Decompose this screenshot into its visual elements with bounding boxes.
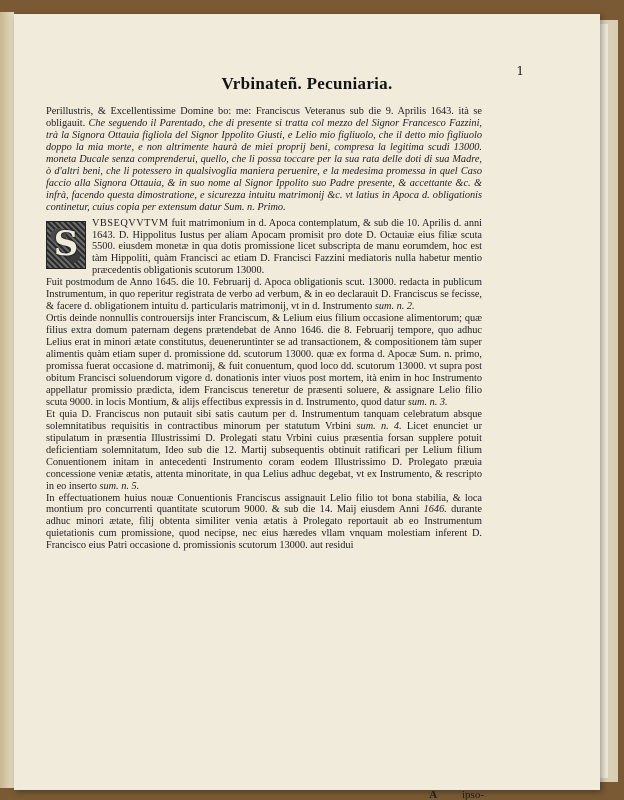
- paragraph-2: [46, 277, 482, 313]
- intro-lead: Perillustris, & Excellentissime Domine bo: me: Franciscus Veteranus sub die 9. Aprilis 1643. ità se obligauit.: [46, 106, 482, 129]
- paragraph-4: [46, 409, 482, 493]
- catchword-line: [429, 789, 484, 800]
- paragraph-5: [46, 493, 482, 553]
- paragraph-4-text-continued: Licet enunciet ur stipulatum in præsentia Illustrissimi D. Prolegati statu Vrbini cuius præsentia forsan supplere potuit deficientiam solemnitatum, Ideo sub die 12. Martij subsequentis obtinuit ratificari per Lelium filium Conuentionem initam in antecedenti Instrumento coram eodem Illustrissimo D. Prolegato præuia concessione veniæ ætatis, attenta minoritate, in qua Lelius adhuc degebat, vt ex Instrumento, & rescripto in eo inserto: [46, 420, 482, 492]
- paragraph-5-text-continued: durante adhuc minori ætate, filij obtenta similiter venia ætatis à Prolegato reportauit ab eo Instrumentum quietationis cum promissione, quod necipse, nec eius hæredes vllam vnquam molestiam inferent D. Francisco eius Patri occasione d. promissionis scutorum 13000. aut residui: [46, 504, 483, 552]
- paragraph-1-text: fuit matrimonium in d. Apoca contemplatum, & sub die 10. Aprilis d. anni 1643. D. Hippolitus Iustus per aliam Apocam promisit pro dote D. Octauiæ eius filiæ scuta 5500. eiusdem monetæ in qua dotis promissione licet subscripta de manu eorumdem, hoc est tàm Hippoliti, quàm Francisci ac etiam D. Francisci Fazzini mediatoris nulla habetur mentio præcedentis obligationis scutorum 13000.: [92, 217, 482, 277]
- paragraph-4-text: Et quia D. Franciscus non putauit sibi satis cautum per d. Instrumentum tanquam celebratum absque solemnitatibus requisitis in contractibus minorum per statutum Vrbini: [46, 408, 482, 432]
- paragraph-5-year: 1646.: [423, 504, 447, 516]
- previous-page-edge: [0, 12, 14, 788]
- intro-paragraph: [46, 106, 482, 214]
- catchword: ipso-: [462, 789, 484, 800]
- summary-reference: sum. n. 2.: [374, 301, 415, 313]
- intro-tail: vt latius in Apoca d. obligationis continetur, cuius copia per extensum datur Sum. n. Primo.: [46, 189, 482, 213]
- summary-reference: sum. n. 3.: [407, 396, 448, 408]
- document-body: [46, 106, 482, 552]
- intro-quote: Che seguendo il Parentado, che di presente si tratta col mezzo del Signor Francesco Fazzini, trà la Signora Ottauia figliola del Signor Ippolito Giusti, e Lelio mio figliuolo, che il detto mio figliuolo doppo la mia morte, e non altrimente haurà de miei proprij beni, compresa la legitima scudi 13000. moneta Ducale senza comprenderui, quello, che li possa toccare per la sua rata delle doti di sua Madre, ò d'altri beni, che li potessero in qualsivoglia maniera peruenire, e la medesima promessa in quel Caso faccio alla Signora Ottauia, & in suo nome al Signor Ippolito suo Padre presente, & accettante &c. & infrà, facendo questa dimostratione, e sicurezza intuitu matrimonij &c.: [46, 117, 482, 201]
- paragraph-1-smallcaps: VBSEQVVTVM: [92, 217, 169, 229]
- paragraph-5-text: In effectuationem huius nouæ Conuentionis Franciscus assignauit Lelio filio tot bona stabilia, & loca montium pro concurrenti quantitate scutorum 9000. & sub die 14. Maij eiusdem Anni: [46, 492, 482, 516]
- page-number: 1: [516, 64, 524, 78]
- paragraph-2-text: Fuit postmodum de Anno 1645. die 10. Februarij d. Apoca obligationis scut. 13000. redacta in publicum Instrumentum, in quo reperitur registrata de verbo ad verbum, & in eo declarauit D. Franciscus se fecisse, & facere d. obligationem intuitu d. particularis matrimonij, vt in d. Instrumento: [46, 277, 482, 313]
- summary-reference: sum. n. 4.: [356, 420, 402, 432]
- paragraph-1: [46, 218, 482, 278]
- signature-mark: A: [429, 789, 438, 800]
- page-title: Vrbinateñ. Pecuniaria.: [221, 74, 393, 93]
- paragraph-3-text: Ortis deinde nonnullis controuersijs inter Franciscum, & Lelium eius filium occasione alimentorum; quæ filius extra domum paternam degens prætendebat de Anno 1646. die 8. Februarij tempore, quo adhuc Lelius erat in minori ætate constitutus, deueneruntinter se ad transactionem, & compositionem tàm super alimentis quàm etiam super d. promissione dd. scutorum 13000. quæ ex forma d. Apocæ Sum. n. primo, promissa fuerat occasione d. matrimonij, & fuit conuentum, quod loco dd. scutorum 13000. vt supra post obitum Francisci soluendorum vigore d. donationis inter viuos post mortem, ità enim in hoc Instrumento appellatur promissio prædicta, idem Franciscus teneretur de præsenti soluere, & assignare Lelio filio scuta 9000. in locis Montium, & alijs effectibus expressis in d. Instrumento, quod datur: [46, 313, 482, 408]
- summary-reference: sum. n. 5.: [99, 480, 140, 492]
- document-page: [14, 14, 600, 800]
- drop-cap-initial: S: [46, 221, 86, 269]
- paragraph-3: [46, 313, 482, 409]
